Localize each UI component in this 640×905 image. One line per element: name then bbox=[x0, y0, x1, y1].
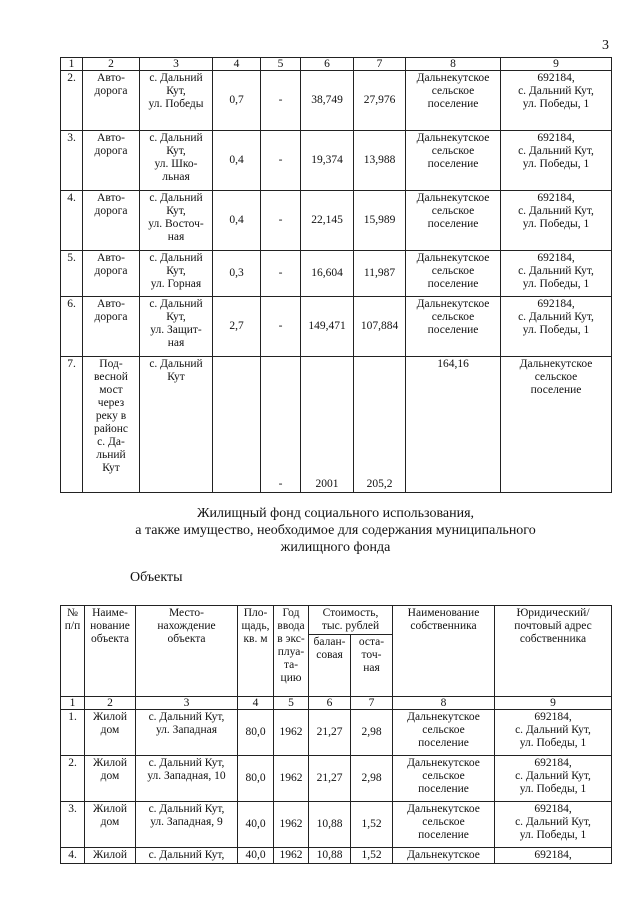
table-cell: 0,3 bbox=[213, 251, 261, 297]
table-cell: 1962 bbox=[274, 848, 309, 864]
table-row bbox=[61, 131, 612, 191]
header-location: Место- нахождение объекта bbox=[136, 606, 238, 697]
table-row bbox=[61, 802, 612, 848]
table-cell: Жилой дом bbox=[85, 756, 136, 802]
table-cell: 1962 bbox=[274, 756, 309, 802]
table-cell: 5. bbox=[61, 251, 83, 297]
table-cell: - bbox=[261, 71, 301, 131]
column-number-2: 2 bbox=[83, 58, 140, 71]
table-cell: 15,989 bbox=[354, 191, 406, 251]
table-cell: - bbox=[261, 357, 301, 493]
column-number-7: 7 bbox=[354, 58, 406, 71]
table-cell: 1,52 bbox=[351, 848, 393, 864]
roads-table bbox=[60, 57, 612, 493]
table-cell: 1,52 bbox=[351, 802, 393, 848]
table-cell: 2,98 bbox=[351, 710, 393, 756]
table-row bbox=[61, 756, 612, 802]
table-cell: 80,0 bbox=[238, 756, 274, 802]
table-row bbox=[61, 191, 612, 251]
table-cell: Под- весной мост через реку в районс с. Да- льний Кут bbox=[83, 357, 140, 493]
table-cell: - bbox=[261, 191, 301, 251]
table-cell: 692184, bbox=[495, 848, 612, 864]
table-row bbox=[61, 71, 612, 131]
housing-table bbox=[60, 605, 612, 864]
table-cell: с. Дальний Кут, ул. Шко- льная bbox=[140, 131, 213, 191]
objects-subheading: Объекты bbox=[130, 570, 183, 585]
table-cell: Дальнекутское сельское поселение bbox=[406, 191, 501, 251]
table-cell: Жилой дом bbox=[85, 710, 136, 756]
table-cell: с. Дальний Кут, bbox=[136, 848, 238, 864]
table-cell: Дальнекутское сельское поселение bbox=[501, 357, 612, 493]
table-cell: Дальнекутское сельское поселение bbox=[393, 756, 495, 802]
column-number-9: 9 bbox=[501, 58, 612, 71]
table-cell: Дальнекутское сельское поселение bbox=[406, 297, 501, 357]
column-number-8: 8 bbox=[393, 697, 495, 710]
table-cell: 10,88 bbox=[309, 848, 351, 864]
table-row bbox=[61, 251, 612, 297]
table-cell: 40,0 bbox=[238, 848, 274, 864]
housing-number-row bbox=[61, 697, 612, 710]
table-cell: 3. bbox=[61, 802, 85, 848]
column-number-5: 5 bbox=[274, 697, 309, 710]
housing-header-row bbox=[61, 606, 612, 635]
table-cell: 4. bbox=[61, 191, 83, 251]
table-row bbox=[61, 297, 612, 357]
table-cell: 22,145 bbox=[301, 191, 354, 251]
table-cell: 38,749 bbox=[301, 71, 354, 131]
table-cell: Дальнекутское bbox=[393, 848, 495, 864]
table-cell: Авто- дорога bbox=[83, 71, 140, 131]
column-number-5: 5 bbox=[261, 58, 301, 71]
table-cell: 692184, с. Дальний Кут, ул. Победы, 1 bbox=[501, 71, 612, 131]
roads-header-row bbox=[61, 58, 612, 71]
table-cell: 27,976 bbox=[354, 71, 406, 131]
table-cell: 2001 bbox=[301, 357, 354, 493]
column-number-6: 6 bbox=[309, 697, 351, 710]
column-number-1: 1 bbox=[61, 58, 83, 71]
header-owner: Наименование собственника bbox=[393, 606, 495, 697]
table-cell: Дальнекутское сельское поселение bbox=[393, 802, 495, 848]
table-cell: 40,0 bbox=[238, 802, 274, 848]
table-cell: 21,27 bbox=[309, 756, 351, 802]
table-cell: 0,7 bbox=[213, 71, 261, 131]
table-cell: с. Дальний Кут, ул. Восточ- ная bbox=[140, 191, 213, 251]
table-cell: Авто- дорога bbox=[83, 251, 140, 297]
column-number-8: 8 bbox=[406, 58, 501, 71]
table-cell: Жилой дом bbox=[85, 802, 136, 848]
table-cell: 692184, с. Дальний Кут, ул. Победы, 1 bbox=[501, 191, 612, 251]
table-cell: с. Дальний Кут, ул. Западная, 10 bbox=[136, 756, 238, 802]
header-balance: балан- совая bbox=[309, 635, 351, 697]
table-cell: 11,987 bbox=[354, 251, 406, 297]
table-cell: 2,98 bbox=[351, 756, 393, 802]
header-name: Наиме- нование объекта bbox=[85, 606, 136, 697]
table-cell: 1962 bbox=[274, 802, 309, 848]
table-cell: 1. bbox=[61, 710, 85, 756]
table-cell: 149,471 bbox=[301, 297, 354, 357]
table-cell: с. Дальний Кут, ул. Победы bbox=[140, 71, 213, 131]
table-cell: 2,7 bbox=[213, 297, 261, 357]
table-cell: 692184, с. Дальний Кут, ул. Победы, 1 bbox=[501, 297, 612, 357]
header-cost: Стоимость, тыс. рублей bbox=[309, 606, 393, 635]
column-number-9: 9 bbox=[495, 697, 612, 710]
table-cell: с. Дальний Кут, ул. Горная bbox=[140, 251, 213, 297]
table-cell: 0,4 bbox=[213, 131, 261, 191]
table-cell: 21,27 bbox=[309, 710, 351, 756]
table-cell: Жилой bbox=[85, 848, 136, 864]
column-number-6: 6 bbox=[301, 58, 354, 71]
column-number-4: 4 bbox=[238, 697, 274, 710]
table-cell: 692184, с. Дальний Кут, ул. Победы, 1 bbox=[495, 756, 612, 802]
table-cell: - bbox=[261, 251, 301, 297]
table-cell: 80,0 bbox=[238, 710, 274, 756]
table-cell: 164,16 bbox=[406, 357, 501, 493]
header-residual: оста- точ- ная bbox=[351, 635, 393, 697]
table-cell: - bbox=[261, 131, 301, 191]
column-number-1: 1 bbox=[61, 697, 85, 710]
table-cell: 0,4 bbox=[213, 191, 261, 251]
header-address: Юридический/ почтовый адрес собственника bbox=[495, 606, 612, 697]
section-heading: Жилищный фонд социального использования, а также имущество, необходимое для содержания муниципального жилищного фонда bbox=[135, 506, 536, 555]
table-cell: 6. bbox=[61, 297, 83, 357]
table-cell: Дальнекутское сельское поселение bbox=[406, 131, 501, 191]
table-cell: 692184, с. Дальний Кут, ул. Победы, 1 bbox=[495, 802, 612, 848]
table-cell: 2. bbox=[61, 71, 83, 131]
table-cell: 1962 bbox=[274, 710, 309, 756]
table-cell: - bbox=[261, 297, 301, 357]
table-cell: 692184, с. Дальний Кут, ул. Победы, 1 bbox=[501, 251, 612, 297]
column-number-4: 4 bbox=[213, 58, 261, 71]
table-cell: 692184, с. Дальний Кут, ул. Победы, 1 bbox=[495, 710, 612, 756]
table-cell: Авто- дорога bbox=[83, 191, 140, 251]
column-number-7: 7 bbox=[351, 697, 393, 710]
table-cell: Дальнекутское сельское поселение bbox=[406, 251, 501, 297]
table-cell: 692184, с. Дальний Кут, ул. Победы, 1 bbox=[501, 131, 612, 191]
column-number-3: 3 bbox=[140, 58, 213, 71]
table-row bbox=[61, 357, 612, 493]
table-cell: 205,2 bbox=[354, 357, 406, 493]
header-year: Год ввода в экс- плуа- та- цию bbox=[274, 606, 309, 697]
table-cell: с. Дальний Кут bbox=[140, 357, 213, 493]
table-row bbox=[61, 848, 612, 864]
column-number-3: 3 bbox=[136, 697, 238, 710]
table-cell: 107,884 bbox=[354, 297, 406, 357]
table-cell: 10,88 bbox=[309, 802, 351, 848]
table-cell: 13,988 bbox=[354, 131, 406, 191]
table-cell: с. Дальний Кут, ул. Западная, 9 bbox=[136, 802, 238, 848]
header-num: № п/п bbox=[61, 606, 85, 697]
table-cell: 16,604 bbox=[301, 251, 354, 297]
table-cell: 3. bbox=[61, 131, 83, 191]
table-cell: 19,374 bbox=[301, 131, 354, 191]
table-row bbox=[61, 710, 612, 756]
table-cell: Авто- дорога bbox=[83, 297, 140, 357]
table-cell: Дальнекутское сельское поселение bbox=[406, 71, 501, 131]
column-number-2: 2 bbox=[85, 697, 136, 710]
page-number: 3 bbox=[602, 38, 609, 53]
table-cell: 7. bbox=[61, 357, 83, 493]
table-cell: Дальнекутское сельское поселение bbox=[393, 710, 495, 756]
table-cell: 2. bbox=[61, 756, 85, 802]
header-area: Пло- щадь, кв. м bbox=[238, 606, 274, 697]
table-cell: 4. bbox=[61, 848, 85, 864]
table-cell bbox=[213, 357, 261, 493]
table-cell: с. Дальний Кут, ул. Западная bbox=[136, 710, 238, 756]
table-cell: с. Дальний Кут, ул. Защит- ная bbox=[140, 297, 213, 357]
table-cell: Авто- дорога bbox=[83, 131, 140, 191]
